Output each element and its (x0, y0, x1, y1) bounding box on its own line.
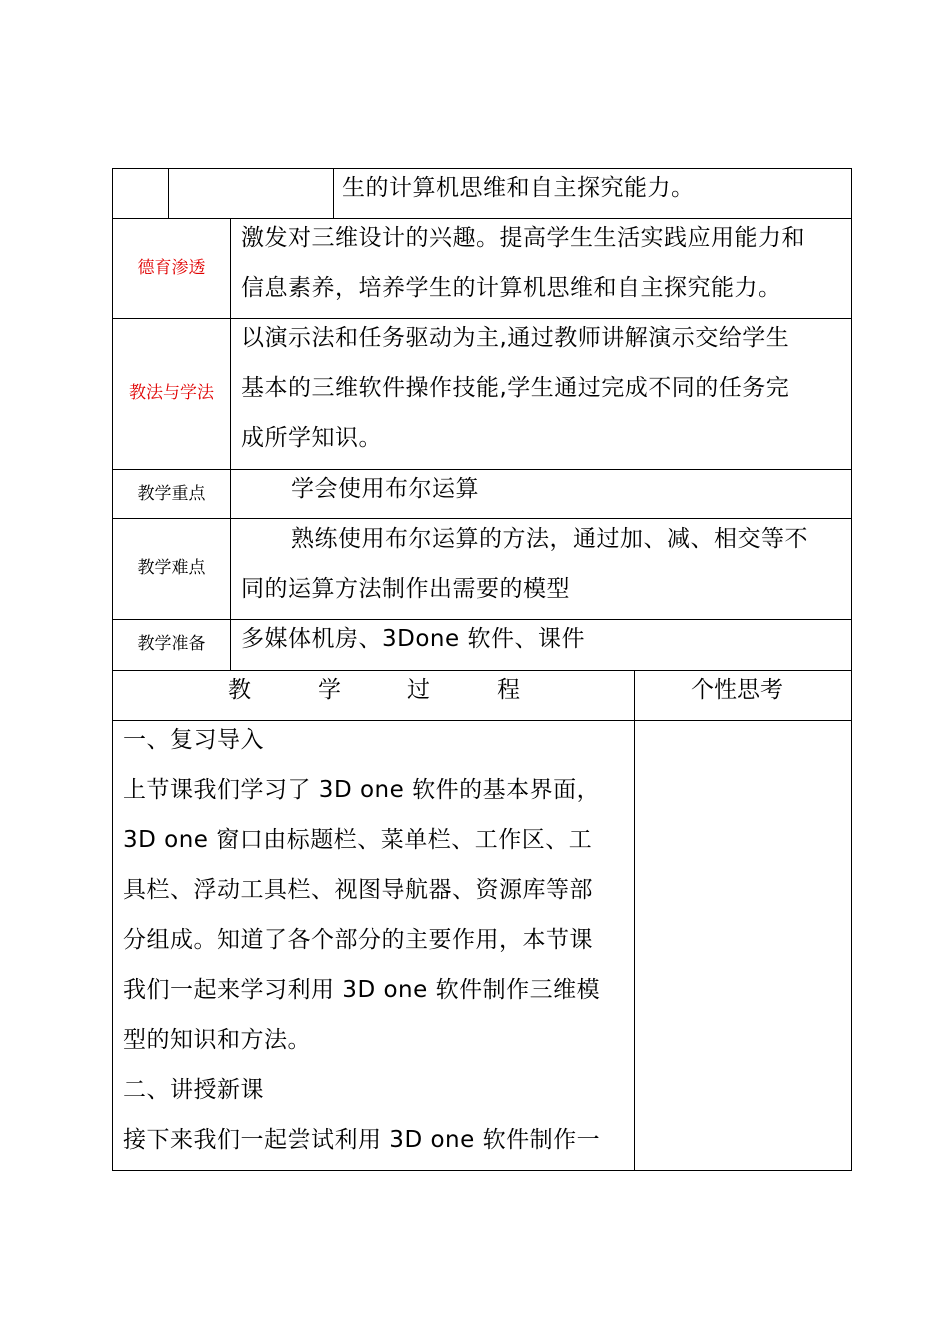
table-border (112, 1170, 852, 1171)
process-header-char: 教 (228, 677, 251, 703)
process-line: 一、复习导入 (123, 727, 264, 753)
moral-education-label: 德育渗透 (137, 258, 206, 278)
table-border (112, 168, 113, 1171)
difficulty-line: 同的运算方法制作出需要的模型 (241, 576, 570, 602)
table-border (112, 469, 852, 470)
key-point-label: 教学重点 (137, 484, 206, 504)
process-line: 我们一起来学习利用 3D one 软件制作三维模 (123, 977, 601, 1003)
preparation-text: 多媒体机房、3Done 软件、课件 (241, 626, 585, 652)
personal-reflection-header: 个性思考 (691, 677, 783, 703)
process-line: 二、讲授新课 (123, 1077, 264, 1103)
process-line: 型的知识和方法。 (123, 1027, 311, 1053)
table-border (112, 518, 852, 519)
process-line: 具栏、浮动工具栏、视图导航器、资源库等部 (123, 877, 593, 903)
table-border (112, 670, 852, 671)
teaching-method-label: 教法与学法 (129, 383, 214, 403)
table-border (112, 619, 852, 620)
key-point-text: 学会使用布尔运算 (291, 476, 479, 502)
table-border (112, 218, 852, 219)
table-border (230, 218, 231, 670)
process-header-char: 过 (407, 677, 430, 703)
table-border (333, 168, 334, 218)
table-border (112, 720, 852, 721)
table-border (112, 168, 852, 169)
preparation-label: 教学准备 (137, 634, 206, 654)
process-line: 上节课我们学习了 3D one 软件的基本界面， (123, 777, 601, 803)
table-border (634, 670, 635, 1170)
moral-education-line: 激发对三维设计的兴趣。提高学生生活实践应用能力和 (241, 225, 805, 251)
process-header-char: 程 (497, 677, 520, 703)
process-line: 接下来我们一起尝试利用 3D one 软件制作一 (123, 1127, 601, 1153)
teaching-method-line: 基本的三维软件操作技能,学生通过完成不同的任务完 (241, 375, 790, 401)
teaching-method-line: 以演示法和任务驱动为主,通过教师讲解演示交给学生 (241, 325, 790, 351)
process-header-char: 学 (318, 677, 341, 703)
difficulty-label: 教学难点 (137, 558, 206, 578)
table-border (112, 318, 852, 319)
difficulty-line: 熟练使用布尔运算的方法，通过加、减、相交等不 (291, 526, 808, 552)
moral-education-line: 信息素养，培养学生的计算机思维和自主探究能力。 (241, 275, 782, 301)
row0-text: 生的计算机思维和自主探究能力。 (342, 175, 695, 201)
process-line: 分组成。知道了各个部分的主要作用，本节课 (123, 927, 593, 953)
process-line: 3D one 窗口由标题栏、菜单栏、工作区、工 (123, 827, 593, 853)
teaching-method-line: 成所学知识。 (241, 425, 382, 451)
table-border (168, 168, 169, 218)
table-border (851, 168, 852, 1171)
